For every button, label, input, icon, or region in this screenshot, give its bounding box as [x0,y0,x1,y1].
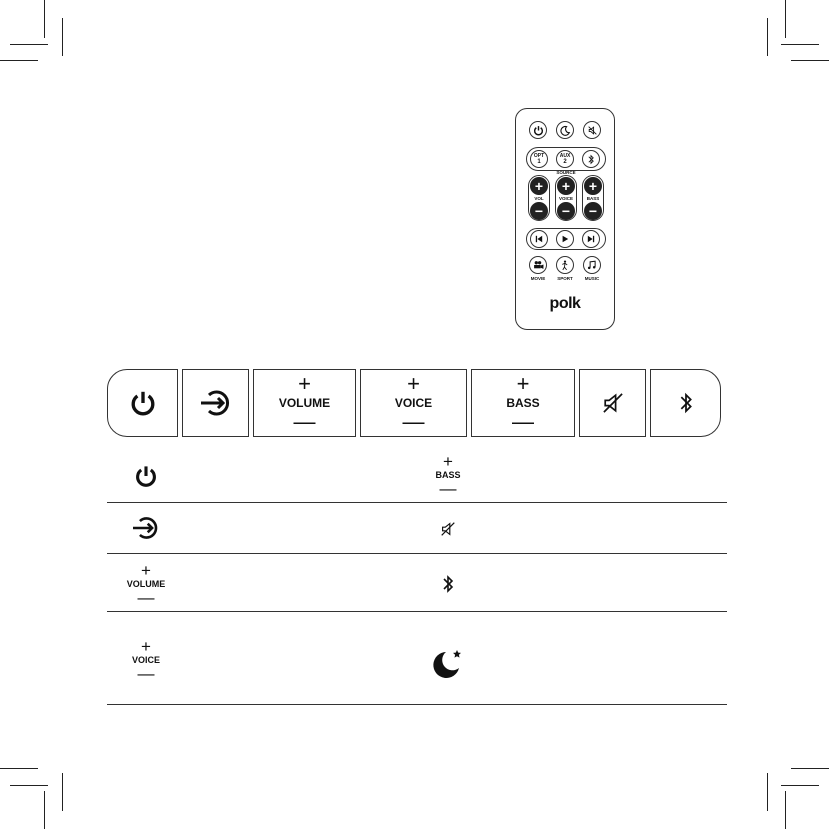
voice-up-button[interactable]: + [407,371,420,396]
voice-down-button[interactable]: — [402,409,425,434]
movie-icon [533,260,544,270]
mute-icon [439,520,457,538]
movie-label: MOVIE [530,276,546,281]
crop-mark [791,60,829,61]
remote-bass-down-button[interactable]: − [584,202,602,220]
source-icon [131,515,161,541]
remote-power-button[interactable] [529,121,547,139]
crop-mark [62,773,63,811]
music-label: MUSIC [584,276,600,281]
table-volume-symbol: + VOLUME — [126,561,166,607]
crop-mark [785,0,786,38]
crop-mark [0,768,38,769]
table-mute-symbol [418,517,478,541]
source-opt-button[interactable]: OPT 1 [530,150,548,168]
power-icon [129,389,157,417]
table-night-symbol [418,647,478,681]
remote-night-button[interactable] [556,121,574,139]
table-bass-label: BASS [435,470,461,480]
remote-previous-button[interactable] [530,230,548,248]
volume-up-button[interactable]: + [298,371,311,396]
bluetooth-icon [587,154,595,165]
mute-icon [587,125,598,136]
remote-voice-up-button[interactable]: + [557,177,575,195]
vol-label: VOL [534,196,544,201]
crop-mark [0,60,38,61]
source-aux-button[interactable]: AUX 2 [556,150,574,168]
night-mode-icon [560,125,571,136]
panel-source-button[interactable] [182,369,249,437]
remote-bass-up-button[interactable]: + [584,177,602,195]
remote-control [515,108,615,330]
mute-icon [600,390,626,416]
bass-up-button[interactable]: + [516,371,530,396]
panel-voice-control [360,369,467,437]
table-bass-symbol: + BASS — [435,452,461,498]
crop-mark [10,44,48,45]
panel-power-button[interactable] [107,369,178,437]
crop-mark [781,785,819,786]
bluetooth-icon [679,391,693,415]
panel-bluetooth-button[interactable] [650,369,721,437]
play-icon [561,235,569,243]
crop-mark [44,0,45,38]
remote-next-button[interactable] [582,230,600,248]
crop-mark [781,44,819,45]
remote-vol-up-button[interactable]: + [530,177,548,195]
power-icon [134,464,158,488]
table-source-symbol [116,514,176,542]
remote-bluetooth-button[interactable] [582,150,600,168]
brand-logo: polk [549,295,581,312]
remote-sport-button[interactable] [556,256,574,274]
remote-movie-button[interactable] [529,256,547,274]
next-icon [587,235,595,243]
table-divider [107,611,727,612]
remote-mute-button[interactable] [583,121,601,139]
bluetooth-icon [442,574,454,594]
crop-mark [10,785,48,786]
source-icon [199,388,233,418]
crop-mark [791,768,829,769]
panel-mute-button[interactable] [579,369,646,437]
table-voice-label: VOICE [131,655,160,665]
remote-music-button[interactable] [583,256,601,274]
power-icon [533,125,544,136]
volume-down-button[interactable]: — [293,409,316,434]
panel-bass-control [471,369,575,437]
table-voice-symbol: + VOICE — [131,637,160,683]
table-bluetooth-symbol [418,570,478,598]
remote-vol-down-button[interactable]: − [530,202,548,220]
music-icon [587,260,597,270]
bass-label: BASS [506,396,540,410]
volume-label: VOLUME [278,396,331,410]
voice-label: VOICE [394,396,433,410]
table-divider [107,704,727,705]
crop-mark [62,18,63,56]
night-mode-icon [432,648,464,680]
bass-label: BASS [586,196,600,201]
panel-volume-control [253,369,356,437]
previous-icon [535,235,543,243]
sport-label: SPORT [557,276,573,281]
crop-mark [767,18,768,56]
table-volume-label: VOLUME [126,579,166,589]
source-label: SOURCE [556,170,576,175]
bass-down-button[interactable]: — [512,409,534,434]
table-divider [107,502,727,503]
voice-label: VOICE [558,196,573,201]
crop-mark [44,791,45,829]
remote-voice-down-button[interactable]: − [557,202,575,220]
crop-mark [767,773,768,811]
sport-icon [560,260,570,271]
remote-play-button[interactable] [556,230,574,248]
table-power-symbol [116,458,176,494]
table-divider [107,553,727,554]
crop-mark [785,791,786,829]
